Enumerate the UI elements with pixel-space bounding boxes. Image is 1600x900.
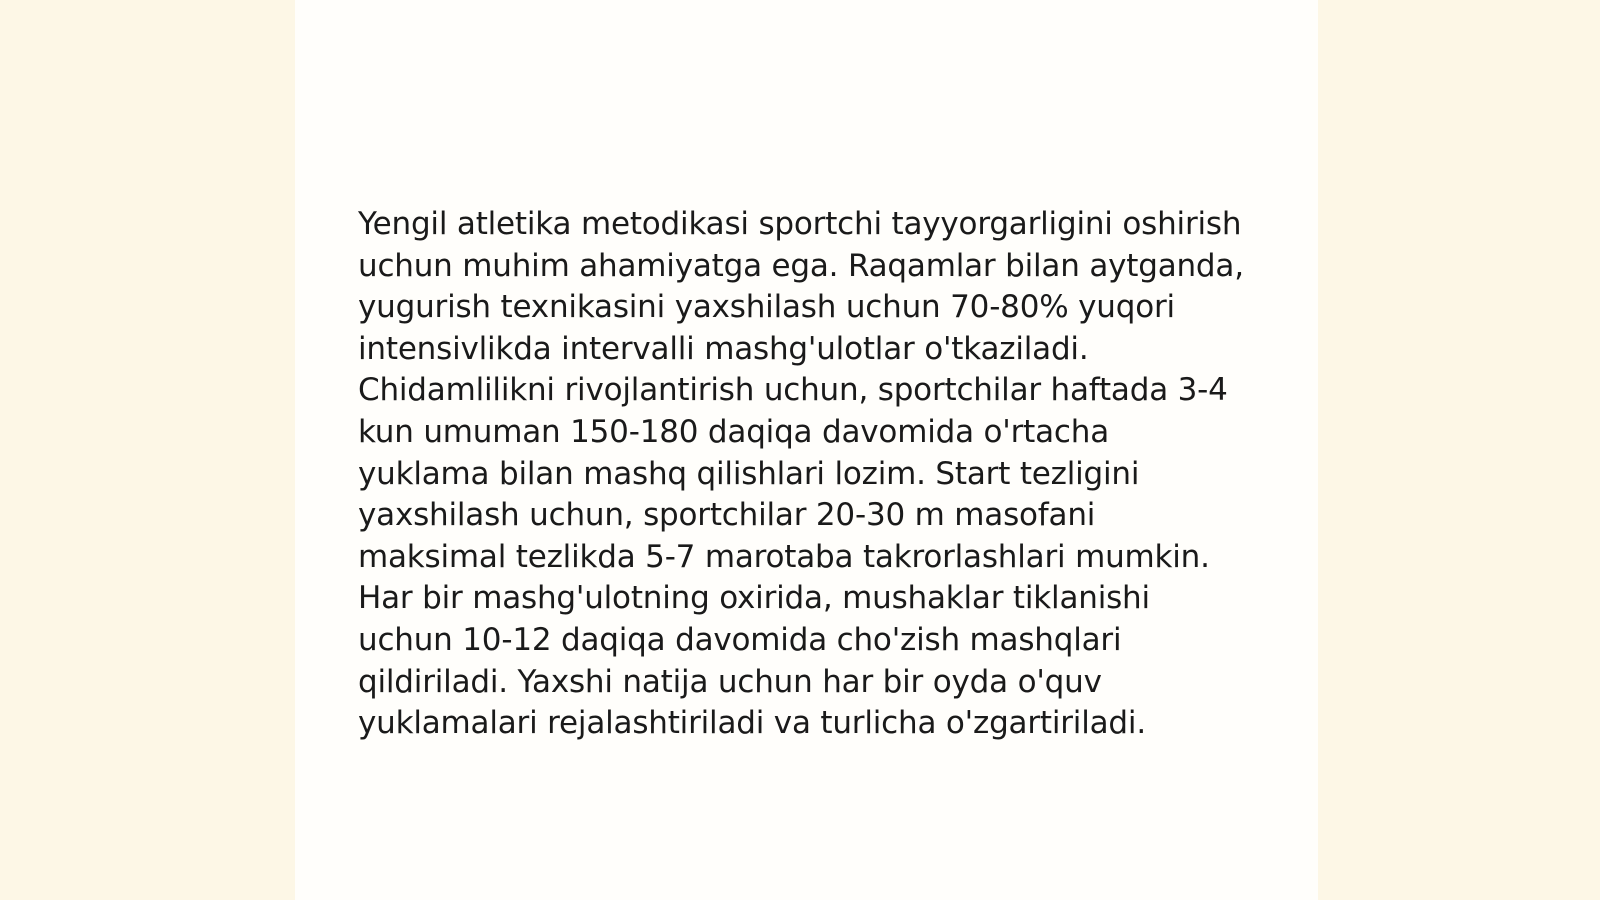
body-paragraph: Yengil atletika metodikasi sportchi tayyorgarligini oshirish uchun muhim ahamiyatga ega. Raqamlar bilan aytganda, yugurish texnikasini yaxshilash uchun 70-80% yuqori intensivlikda intervalli mashg'ulotlar o'tkaziladi. Chidamlilikni rivojlantirish uchun, sportchilar haftada 3-4 kun umuman 150-180 daqiqa davomida o'rtacha yuklama bilan mashq qilishlari lozim. Start tezligini yaxshilash uchun, sportchilar 20-30 m masofani maksimal tezlikda 5-7 marotaba takrorlashlari mumkin. Har bir mashg'ulotning oxirida, mushaklar tiklanishi uchun 10-12 daqiqa davomida cho'zish mashqlari qildiriladi. Yaxshi natija uchun har bir oyda o'quv yuklamalari rejalashtiriladi va turlicha o'zgartiriladi. xyxy=(358,206,1244,742)
